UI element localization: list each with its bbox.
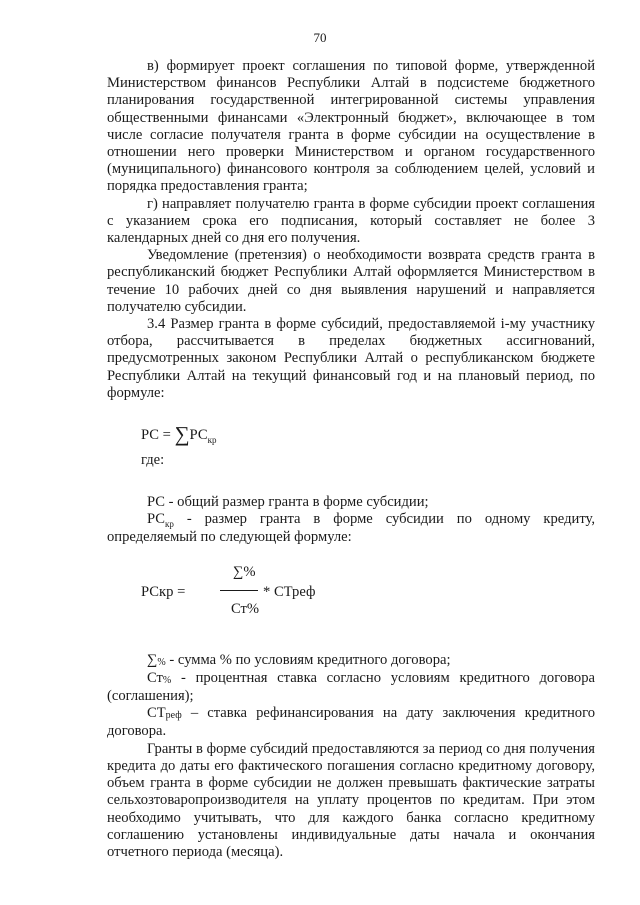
formula-lhs: РСкр = xyxy=(141,583,186,600)
paragraph-v: в) формирует проект соглашения по типовой форме, утвержденной Министерством финансов Республики Алтай в подсистеме бюджетного планирования государственной интегрированной системы управления общественными финансами «Электронный бюджет», включающее в том числе согласие получателя гранта в форме субсидии на осуществление в отношении него проверки Министерством и органом государственного (муниципального) финансового контроля за соблюдением целей, условий и порядка предоставления гранта; xyxy=(107,58,595,195)
definition-st-percent xyxy=(107,670,595,705)
formula-rhs: * СТреф xyxy=(263,583,316,600)
definition-rskr-base: РС xyxy=(147,511,166,528)
formula-total-sub: кр xyxy=(207,435,217,446)
formula-total-base: РС xyxy=(189,427,208,444)
formula-total-grant xyxy=(141,424,595,446)
definition-sum-percent xyxy=(107,652,595,670)
definition-rskr xyxy=(107,511,595,546)
formula-numerator: ∑% xyxy=(233,563,256,580)
sigma-symbol: ∑ xyxy=(174,422,190,447)
spacer xyxy=(107,634,595,652)
definition-rskr-sub: кр xyxy=(165,519,174,530)
paragraph-g: г) направляет получателю гранта в форме субсидии проект соглашения с указанием срока его подписания, который составляет не более 3 календарных дней со дня его получения. xyxy=(107,195,595,247)
definition-stref-sub: реф xyxy=(165,710,182,722)
definition-st-sub: % xyxy=(162,674,172,686)
document-body xyxy=(107,58,595,861)
paragraph-3-4: 3.4 Размер гранта в форме субсидий, предоставляемой i-му участнику отбора, рассчитывается в пределах бюджетных ассигнований, предусмотренных законом Республики Алтай о республиканском бюджете Республики Алтай на текущий финансовый год и на плановый период, по формуле: xyxy=(107,316,595,401)
definition-rskr-text: - размер гранта в форме субсидии по одному кредиту, определяемый по следующей формуле: xyxy=(107,511,595,546)
definition-sum-sub: % xyxy=(157,656,166,668)
formula-denominator: Ст% xyxy=(231,600,260,617)
definition-st-base: Ст xyxy=(147,669,163,686)
definition-sum-symbol: ∑ xyxy=(147,651,158,668)
spacer xyxy=(107,470,595,494)
definition-st-ref xyxy=(107,705,595,740)
definition-sum-text: - сумма % по условиям кредитного договора; xyxy=(165,651,451,668)
paragraph-notice: Уведомление (претензия) о необходимости возврата средств гранта в республиканский бюджет Республики Алтай оформляется Министерством в течение 10 рабочих дней со дня выявления нарушений и направляется получателю субсидии. xyxy=(107,247,595,315)
definition-stref-base: СТ xyxy=(147,705,166,722)
definition-rs: РС - общий размер гранта в форме субсидии; xyxy=(147,494,429,511)
definition-st-text: - процентная ставка согласно условиям кредитного договора (соглашения); xyxy=(107,669,595,705)
page-number: 70 xyxy=(313,30,327,45)
where-label: где: xyxy=(141,452,165,469)
fraction-line xyxy=(220,590,258,591)
definition-stref-text: – ставка рефинансирования на дату заключения кредитного договора. xyxy=(107,705,595,740)
paragraph-grants-period: Гранты в форме субсидий предоставляются за период со дня получения кредита до даты его фактического погашения согласно кредитному договору, объем гранта в форме субсидии не должен превышать фактические затраты сельхозтоваропроизводителя на уплату процентов по кредитам. При этом необходимо учитывать, что для каждого банка согласно кредитному соглашению установлены индивидуальные даты начала и окончания отчетного периода (месяца). xyxy=(107,740,595,860)
formula-grant-per-credit xyxy=(141,564,595,634)
formula-total-lhs: РС = xyxy=(141,427,175,444)
